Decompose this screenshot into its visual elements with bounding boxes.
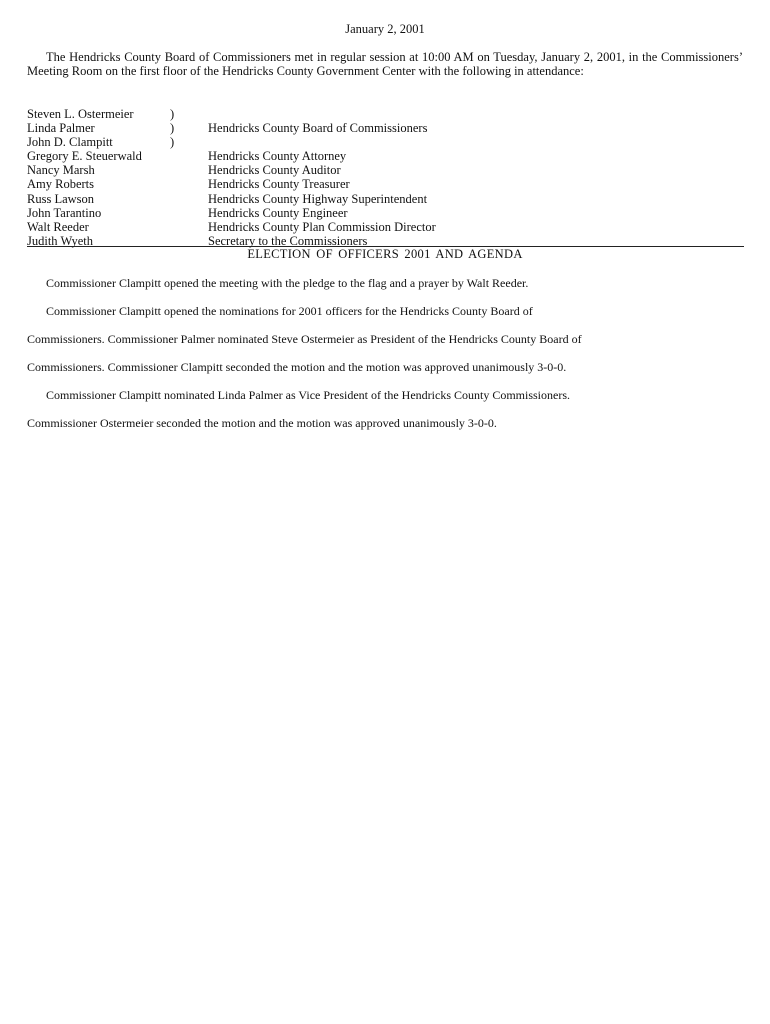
attendee-role: Secretary to the Commissioners (208, 233, 368, 248)
attendance-row (27, 163, 743, 177)
attendance-row (27, 192, 743, 206)
intro-paragraph: The Hendricks County Board of Commissioners met in regular session at 10:00 AM on Tuesday, January 2, 2001, in the Commissioners’ Meeting Room on the first floor of the Hendricks County Government Center with the following in attendance: (27, 50, 743, 78)
attendee-name: John Tarantino (27, 205, 102, 220)
minutes-line: Commissioner Clampitt nominated Linda Palmer as Vice President of the Hendricks County Commissioners. (46, 388, 570, 402)
attendee-role: Hendricks County Plan Commission Director (208, 219, 436, 234)
attendee-name: Judith Wyeth (27, 233, 94, 248)
attendee-name: Walt Reeder (27, 219, 89, 234)
attendee-role: Hendricks County Treasurer (208, 177, 350, 192)
attendee-name: Steven L. Ostermeier (27, 107, 134, 121)
attendee-name: Gregory E. Steuerwald (27, 149, 142, 164)
attendance-row (27, 135, 743, 149)
minutes-line: Commissioner Ostermeier seconded the motion and the motion was approved unanimously 3-0-0. (27, 416, 497, 430)
attendee-name: Linda Palmer (27, 121, 95, 136)
attendance-row (27, 177, 743, 191)
section-heading: ELECTION OF OFFICERS 2001 AND AGENDA (247, 247, 523, 261)
bracket-mark: ) (170, 135, 175, 150)
attendee-role: Hendricks County Attorney (208, 149, 347, 164)
attendance-list (27, 107, 743, 248)
minutes-line: Commissioners. Commissioner Clampitt seconded the motion and the motion was approved unanimously 3-0-0. (27, 360, 567, 374)
attendee-name: John D. Clampitt (27, 135, 113, 150)
bracket-mark: ) (170, 107, 175, 121)
attendee-role: Hendricks County Highway Superintendent (208, 191, 428, 206)
attendee-role: Hendricks County Engineer (208, 205, 348, 220)
meeting-date: January 2, 2001 (345, 22, 425, 36)
minutes-line: Commissioner Clampitt opened the meeting with the pledge to the flag and a prayer by Walt Reeder. (46, 276, 529, 290)
attendee-name: Nancy Marsh (27, 163, 95, 178)
attendee-role: Hendricks County Board of Commissioners (208, 121, 428, 136)
bracket-mark: ) (170, 121, 175, 136)
attendance-row (27, 149, 743, 163)
attendance-row (27, 121, 743, 135)
attendee-name: Amy Roberts (27, 177, 95, 192)
attendee-role: Hendricks County Auditor (208, 163, 341, 178)
attendance-row (27, 107, 743, 121)
minutes-line: Commissioner Clampitt opened the nominations for 2001 officers for the Hendricks County Board of (46, 304, 533, 318)
attendance-row (27, 206, 743, 220)
minutes-line: Commissioners. Commissioner Palmer nominated Steve Ostermeier as President of the Hendricks County Board of (27, 332, 582, 346)
attendee-name: Russ Lawson (27, 191, 95, 206)
attendance-row (27, 220, 743, 234)
